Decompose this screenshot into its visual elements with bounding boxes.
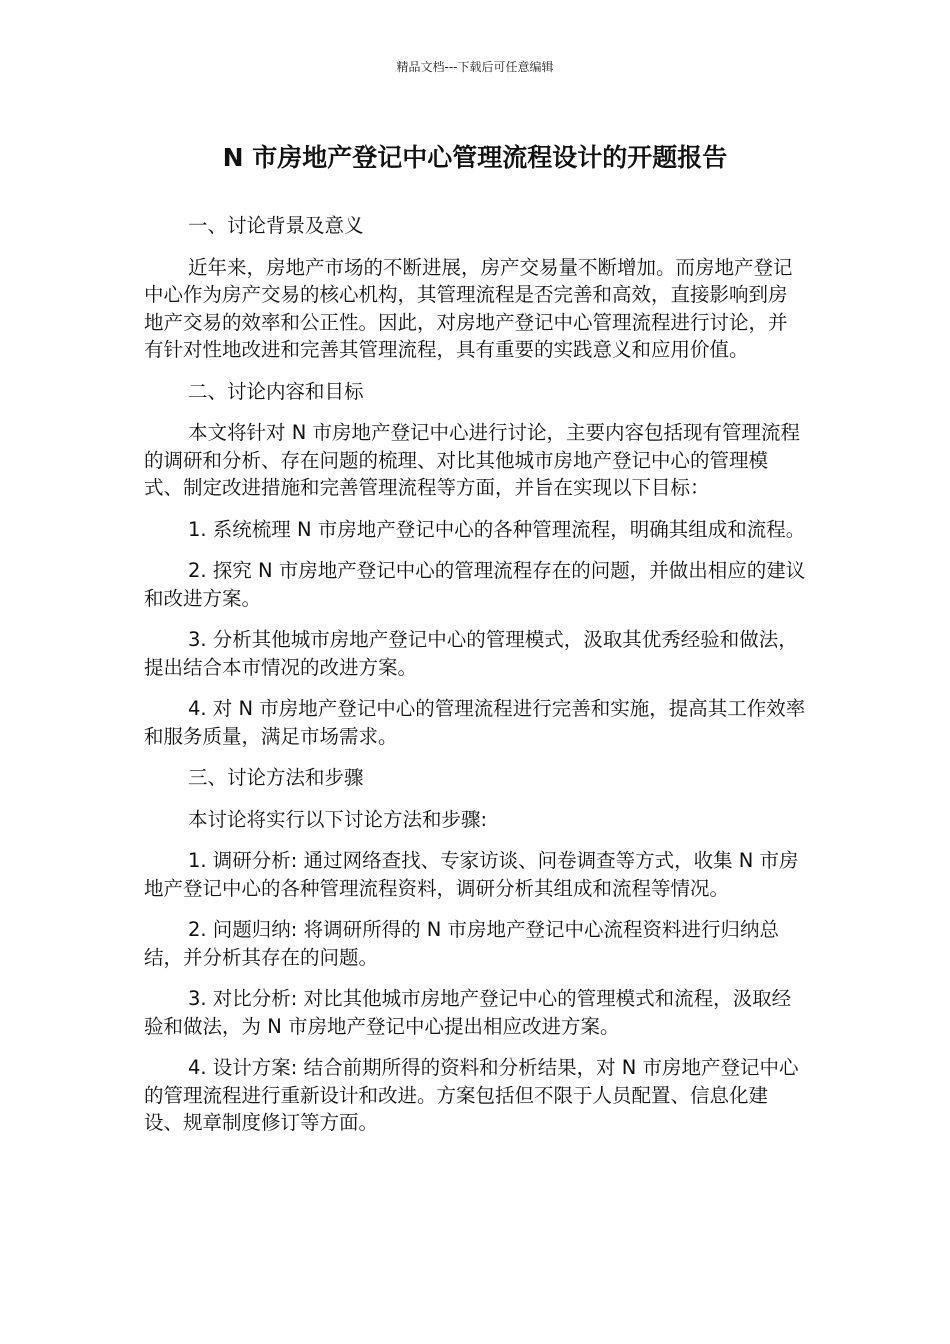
step-item-3: 3. 对比分析: 对比其他城市房地产登记中心的管理模式和流程，汲取经验和做法，为 N 市房地产登记中心提出相应改进方案。 bbox=[144, 987, 792, 1038]
paragraph-background: 近年来，房地产市场的不断进展，房产交易量不断增加。而房地产登记中心作为房产交易的核心机构，其管理流程是否完善和高效，直接影响到房地产交易的效率和公正性。因此，对房地产登记中心管理流程进行讨论，并有针对性地改进和完善其管理流程，具有重要的实践意义和应用价值。 bbox=[144, 255, 793, 361]
section-heading-3: 三、讨论方法和步骤 bbox=[188, 766, 364, 789]
step-item-1: 1. 调研分析: 通过网络查找、专家访谈、问卷调查等方式，收集 N 市房地产登记中心的各种管理流程资料，调研分析其组成和流程等情况。 bbox=[144, 849, 799, 900]
header-note: 精品文档---下载后可任意编辑 bbox=[396, 60, 554, 74]
goal-item-4: 4. 对 N 市房地产登记中心的管理流程进行完善和实施，提高其工作效率和服务质量，满足市场需求。 bbox=[144, 697, 806, 748]
paragraph-method-intro: 本讨论将实行以下讨论方法和步骤: bbox=[188, 807, 488, 831]
section-heading-2: 二、讨论内容和目标 bbox=[188, 379, 364, 403]
section-heading-1: 一、讨论背景及意义 bbox=[188, 214, 364, 237]
goal-item-2: 2. 探究 N 市房地产登记中心的管理流程存在的问题，并做出相应的建议和改进方案。 bbox=[144, 559, 806, 610]
goal-item-1: 1. 系统梳理 N 市房地产登记中心的各种管理流程，明确其组成和流程。 bbox=[188, 517, 806, 541]
step-item-2: 2. 问题归纳: 将调研所得的 N 市房地产登记中心流程资料进行归纳总结，并分析其存在的问题。 bbox=[144, 918, 780, 969]
document-title: N 市房地产登记中心管理流程设计的开题报告 bbox=[222, 143, 728, 172]
document-body bbox=[144, 212, 806, 1151]
paragraph-content: 本文将针对 N 市房地产登记中心进行讨论，主要内容包括现有管理流程的调研和分析、存在问题的梳理、对比其他城市房地产登记中心的管理模式、制定改进措施和完善管理流程等方面，并旨在实现以下目标： bbox=[144, 421, 800, 499]
goal-item-3: 3. 分析其他城市房地产登记中心的管理模式，汲取其优秀经验和做法，提出结合本市情况的改进方案。 bbox=[144, 628, 798, 679]
step-item-4: 4. 设计方案: 结合前期所得的资料和分析结果，对 N 市房地产登记中心的管理流程进行重新设计和改进。方案包括但不限于人员配置、信息化建设、规章制度修订等方面。 bbox=[144, 1056, 799, 1134]
